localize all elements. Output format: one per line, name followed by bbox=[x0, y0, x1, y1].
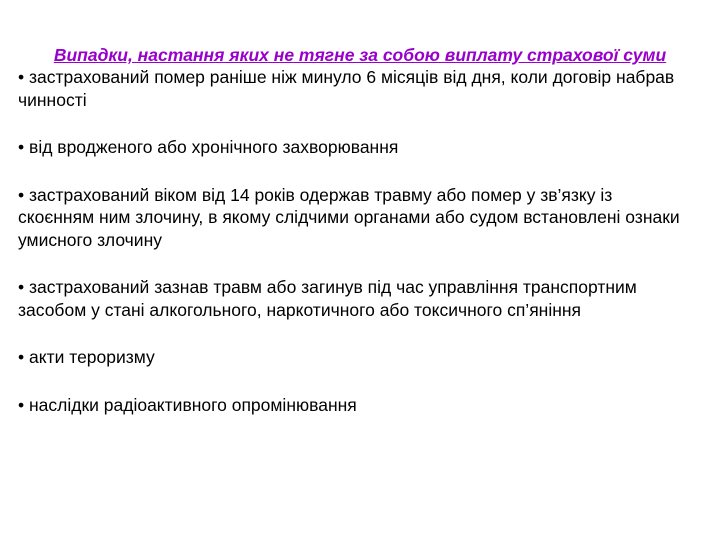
bullet-item bbox=[18, 184, 686, 252]
bullet-text: акти тероризму bbox=[29, 347, 155, 367]
bullet-marker: • bbox=[18, 277, 25, 297]
bullet-item bbox=[18, 276, 686, 321]
bullet-item bbox=[18, 136, 686, 159]
bullet-text: від вродженого або хронічного захворювання bbox=[29, 137, 399, 157]
bullet-marker: • bbox=[18, 137, 25, 157]
bullet-marker: • bbox=[18, 394, 25, 415]
bullet-marker: • bbox=[18, 347, 25, 367]
bullet-marker: • bbox=[18, 184, 25, 205]
bullet-text: застрахований зазнав травм або загинув під час управління транспортним засобом у стані алкогольного, наркотичного або токсичного сп’яніння bbox=[18, 277, 637, 320]
bullet-item bbox=[18, 346, 686, 369]
bullet-item bbox=[18, 66, 686, 111]
bullet-text: наслідки радіоактивного опромінювання bbox=[29, 394, 357, 415]
slide-title: Випадки, настання яких не тягне за собою виплату страхової суми bbox=[53, 45, 667, 65]
bullet-text: застрахований помер раніше ніж минуло 6 місяців від дня, коли договір набрав чинності bbox=[18, 67, 675, 110]
bullet-text: застрахований віком від 14 років одержав травму або помер у зв’язку із скоєнням ним злочину, в якому слідчими органами або судом встановлені ознаки умисного злочину bbox=[18, 184, 680, 250]
bullet-item bbox=[18, 394, 686, 417]
bullet-list bbox=[18, 66, 686, 416]
bullet-marker: • bbox=[18, 67, 25, 87]
